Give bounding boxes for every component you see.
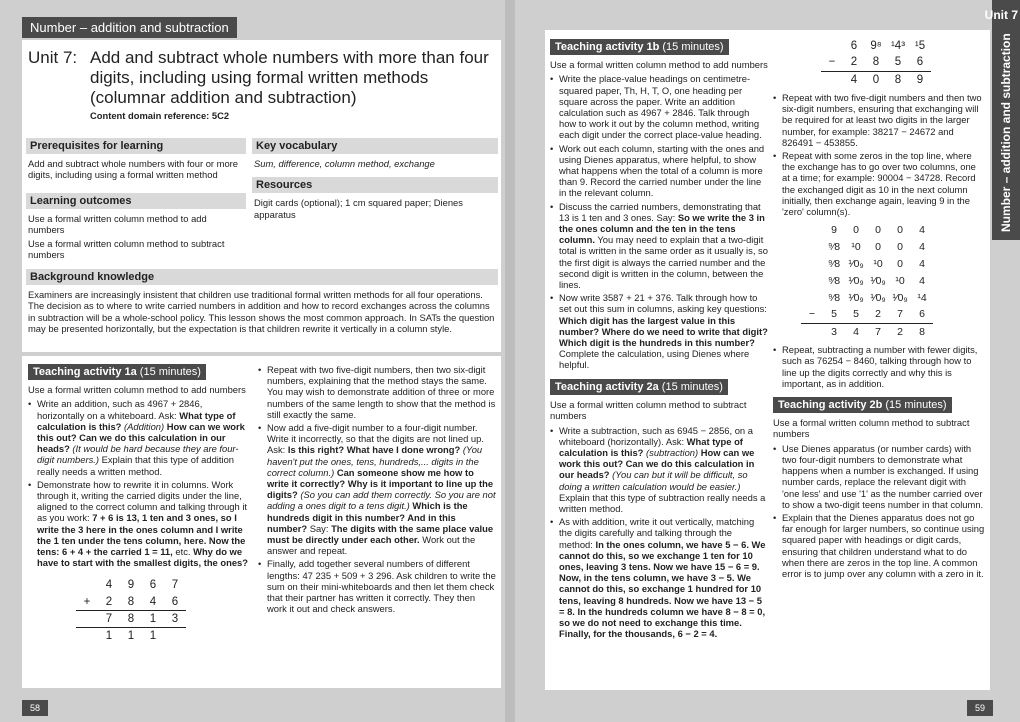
sum-digit: 2	[105, 595, 113, 608]
sum-row	[821, 54, 931, 71]
sum-digit: 0	[875, 240, 881, 253]
activity-bullet: • Write the place-value headings on centimetre-squared paper, Th, H, T, O, one heading per square across the paper. Write an addition calculation such as 4967 + 2846. Talk through how to work it out by the column method, writing each digit under the correct place-value heading.	[550, 73, 768, 140]
sum-digit: 1	[142, 627, 164, 644]
learning-outcomes-heading: Learning outcomes	[26, 193, 246, 209]
addition-column-sum	[76, 576, 186, 644]
activity-bullet: • Demonstrate how to rewrite it in columns. Work through it, writing the carried digits under the line, aligned to the correct column and talking through it as you work: 7 + 6 is 13, 1 ten and 3 ones, so I write the 3 here in the ones column and I write the 1 ten under the tens column, here. Now the tens: 6 + 4 + the carried 1 = 11, etc. Why do we have to start with the smallest digits, the ones?	[28, 479, 250, 569]
sum-row	[76, 593, 186, 610]
activity-bullet: • Now write 3587 + 21 + 376. Talk through how to set out this sum in columns, asking key questions: Which digit has the largest value in this number? Where do we need to write that digit? Which digit is the hundreds in this number? Complete the calculation, using Dienes where helpful.	[550, 292, 768, 370]
sum-digit: 4	[919, 274, 925, 287]
sum-digit: ¹5	[914, 39, 926, 52]
sum-digit: 0	[853, 223, 859, 236]
sum-digit: 6	[149, 578, 157, 591]
sum-digit: 8	[887, 71, 909, 88]
teaching-activity-1b-title: Teaching activity 1b (15 minutes)	[550, 39, 729, 55]
right-page	[515, 0, 1020, 722]
activity-bullet: • Repeat with two five-digit numbers, then two six-digit numbers, explaining that the method stays the same. You may wish to demonstrate addition of three or more numbers of the same length to show that the method is still exactly the same.	[258, 364, 496, 420]
activity-bullet: • Repeat with some zeros in the top line, where the exchange has to go over two columns, one at a time; for example: 90004 − 34728. Record the exchanged digit as 10 in the next column initially, then exchange again, leaving 9 in the 'zero' column(s).	[773, 150, 985, 217]
sum-digit: ¹⁄0₉	[870, 291, 886, 304]
sum-digit: 9⁸	[870, 39, 882, 52]
sum-digit: ⁹⁄8	[827, 240, 841, 253]
unit-tab-label: Unit 7	[984, 8, 1018, 22]
sum-digit: 9	[909, 71, 931, 88]
sum-digit: 1	[142, 610, 164, 627]
sum-row	[76, 627, 186, 644]
subtraction-column-sum	[821, 37, 931, 88]
sum-digit: ¹0	[873, 257, 883, 270]
activity-intro: Use a formal written column method to add numbers	[28, 384, 246, 395]
sum-digit: 3	[164, 610, 186, 627]
sum-row	[821, 71, 931, 88]
sum-digit: −	[828, 56, 836, 69]
sum-digit: 1	[120, 627, 142, 644]
unit-label: Unit 7:	[28, 48, 78, 67]
sum-digit: ¹0	[851, 240, 861, 253]
activity-bullet: • Finally, add together several numbers of different lengths: 47 235 + 509 + 3 296. Ask children to write the sum on their mini-whiteboards and then let them check that their partner has written it correctly. They then work it out and check answers.	[258, 558, 496, 614]
sum-digit: 6	[850, 39, 858, 52]
prerequisites-text: Add and subtract whole numbers with four or more digits, including using a formal written method	[28, 158, 238, 181]
prerequisites-heading: Prerequisites for learning	[26, 138, 246, 154]
sum-digit: 4	[845, 323, 867, 340]
sum-digit: +	[83, 595, 91, 608]
sum-row	[801, 289, 933, 306]
sum-digit: 4	[919, 223, 925, 236]
sum-digit: ⁹⁄8	[827, 291, 841, 304]
sum-row	[801, 221, 933, 238]
activity-intro: Use a formal written column method to add numbers	[550, 59, 768, 70]
sum-digit: 4	[843, 71, 865, 88]
sum-row	[801, 306, 933, 323]
sum-digit: 6	[916, 56, 924, 69]
sum-digit	[164, 627, 186, 644]
sum-digit: 8	[872, 56, 880, 69]
sum-digit	[801, 289, 823, 306]
sum-row	[801, 255, 933, 272]
sum-digit	[801, 272, 823, 289]
activity-bullet: • Discuss the carried numbers, demonstrating that 13 is 1 ten and 3 ones. Say: So we write the 3 in the ones column and the ten in the tens column. You may need to explain that a two-digit total is written in the same order as it usually is, so the first digit is always the carried number and the second digit is written in the column, between the lines.	[550, 201, 768, 291]
sum-digit: ¹4	[917, 291, 927, 304]
sum-row	[801, 323, 933, 340]
sum-digit	[76, 627, 98, 644]
sum-digit: 6	[171, 595, 179, 608]
sum-digit: 0	[897, 223, 903, 236]
activity-bullet: • Write a subtraction, such as 6945 − 2856, on a whiteboard (horizontally). Ask: What type of calculation is this? (subtraction) How can we work this out? Can we do this calculation in our heads? (You can but it will be difficult, so doing a written calculation would be easier.) Explain that this type of subtraction really needs a written method.	[550, 425, 768, 515]
subtraction-exchange-sum	[801, 221, 933, 340]
sum-digit: 6	[919, 308, 925, 321]
key-vocabulary-text: Sum, difference, column method, exchange	[254, 158, 435, 169]
sum-digit	[821, 71, 843, 88]
sum-digit: ¹⁄0₉	[892, 291, 908, 304]
background-knowledge-text: Examiners are increasingly insistent that children use traditional formal written methods for all four operations. The decision as to where to write carried numbers in addition and how to record exchanges across the columns in subtraction will be a whole-school policy. This lesson shows the most common approach. In SATs the question may be presented horizontally, but the expectation is that children rewrite it vertically in a column style.	[28, 289, 495, 335]
outcome-item: Use a formal written column method to add numbers	[28, 212, 207, 236]
resources-heading: Resources	[252, 177, 498, 193]
activity-bullet: • As with addition, write it out vertically, matching the digits carefully and talking through the method: In the ones column, we have 5 − 6. We cannot do this, so we exchange 1 ten for 10 ones, leaving 3 tens. Now we have 15 − 6 = 9. Now, in the tens column, we have 3 − 5. We cannot do this, so exchange 1 hundred for 10 tens, leaving 8 hundreds. Now we have 13 − 5 = 8. In the hundreds column we have 8 − 8 = 0, so we do not need to exchange this time. Finally, for the thousands, 6 − 2 = 4.	[550, 516, 768, 639]
sum-row	[821, 37, 931, 54]
unit-side-tab	[984, 0, 1020, 240]
sum-digit: ⁹⁄8	[827, 274, 841, 287]
sum-digit: 4	[919, 240, 925, 253]
activity-bullet: • Explain that the Dienes apparatus does not go far enough for larger numbers, so continue using squared paper with headings or digit cards, ensuring that children understand what to do when there are zeros in the top line. A common error is to jump over any column with a zero in it.	[773, 512, 985, 579]
sum-digit	[801, 323, 823, 340]
sum-digit: 2	[850, 56, 858, 69]
activity-bullet: • Now add a five-digit number to a four-digit number. Write it incorrectly, so that the digits are not lined up. Ask: Is this right? What have I done wrong? (You haven't put the ones, tens, hundreds,... digits in the correct column.) Can someone show me how to write it correctly? Why is it important to line up the digits? (So you can add them correctly. So you are not adding a ones digit to a tens digit.) Which is the hundreds digit in this number? And in this number? Say: The digits with the same place value must be directly under each other. Work out the answer and repeat.	[258, 422, 496, 556]
sum-digit: 5	[853, 308, 859, 321]
sum-digit: 7	[867, 323, 889, 340]
sum-digit: 7	[171, 578, 179, 591]
sum-digit: 5	[894, 56, 902, 69]
sum-digit: ¹⁄0₉	[848, 274, 864, 287]
sum-digit: 2	[875, 308, 881, 321]
sum-digit: ⁹⁄8	[827, 257, 841, 270]
sum-digit	[801, 238, 823, 255]
activity-bullet: • Write an addition, such as 4967 + 2846, horizontally on a whiteboard. Ask: What type of calculation is this? (Addition) How can we work this out? Can we do this calculation in our heads? (It would be hard because they are four-digit numbers.) Explain that this type of addition really needs a written method.	[28, 398, 250, 476]
sum-digit: 0	[865, 71, 887, 88]
sum-digit: 8	[120, 610, 142, 627]
page-number: 59	[967, 700, 993, 716]
activity-bullet: • Work out each column, starting with the ones and using Dienes apparatus, where helpful, to show what happens when the total of a column is more than 9. Record the carried number under the line in the relevant column.	[550, 143, 768, 199]
activity-bullet: • Use Dienes apparatus (or number cards) with two four-digit numbers to demonstrate what happens when a number is exchanged. If using number cards, replace the relevant digit with 'one less' and use '1' as the number carried over to show a two-digit teens number in that column.	[773, 443, 985, 510]
sum-digit: 7	[897, 308, 903, 321]
activity-intro: Use a formal written column method to subtract numbers	[550, 398, 747, 422]
key-vocabulary-heading: Key vocabulary	[252, 138, 498, 154]
sum-digit: ¹⁄0₉	[870, 274, 886, 287]
activities-card	[545, 30, 990, 690]
sum-digit: ¹4³	[890, 39, 906, 52]
sum-digit: 9	[127, 578, 135, 591]
sum-digit: 0	[875, 223, 881, 236]
sum-row	[76, 576, 186, 593]
sum-digit	[801, 255, 823, 272]
sum-row	[801, 238, 933, 255]
sum-digit: 9	[831, 223, 837, 236]
sum-digit: 0	[897, 240, 903, 253]
sum-row	[76, 610, 186, 627]
activity-intro: Use a formal written column method to subtract numbers	[773, 417, 970, 440]
teaching-activity-1a-card	[22, 356, 501, 688]
left-page	[0, 0, 505, 722]
resources-text: Digit cards (optional); 1 cm squared paper; Dienes apparatus	[254, 197, 463, 220]
teaching-activity-2a-title: Teaching activity 2a (15 minutes)	[550, 379, 728, 395]
sum-digit	[76, 576, 98, 593]
page-number: 58	[22, 700, 48, 716]
sum-digit: 8	[127, 595, 135, 608]
sum-digit: 2	[889, 323, 911, 340]
unit-tab-text: Number – addition and subtraction	[999, 33, 1013, 232]
sum-digit: 1	[98, 627, 120, 644]
sum-digit	[76, 610, 98, 627]
section-header: Number – addition and subtraction	[22, 17, 237, 38]
teaching-activity-1a-title: Teaching activity 1a (15 minutes)	[28, 364, 206, 380]
unit-title: Add and subtract whole numbers with more than four digits, including using formal written methods (columnar addition and subtraction)	[90, 48, 489, 107]
sum-digit: 4	[919, 257, 925, 270]
sum-digit: 7	[98, 610, 120, 627]
domain-reference: Content domain reference: 5C2	[90, 110, 230, 121]
sum-digit: ¹0	[895, 274, 905, 287]
outcome-item: Use a formal written column method to subtract numbers	[28, 237, 225, 261]
sum-digit: 3	[823, 323, 845, 340]
sum-digit	[801, 221, 823, 238]
sum-digit: 5	[831, 308, 837, 321]
activity-bullet: • Repeat, subtracting a number with fewer digits, such as 76254 − 8460, talking through how to line up the digits correctly and why this is important, as in addition.	[773, 344, 985, 389]
activity-bullet: • Repeat with two five-digit numbers and then two six-digit numbers, ensuring that exchanging will be required for at least two digits in the larger number, for example: 38217 − 24672 and 826491 − 453855.	[773, 92, 985, 148]
sum-digit: −	[808, 308, 816, 321]
sum-digit: ¹⁄0₉	[848, 291, 864, 304]
sum-digit: 0	[897, 257, 903, 270]
background-knowledge-heading: Background knowledge	[26, 269, 498, 285]
sum-digit	[821, 37, 843, 54]
sum-row	[801, 272, 933, 289]
sum-digit: 4	[149, 595, 157, 608]
teaching-activity-2b-title: Teaching activity 2b (15 minutes)	[773, 397, 952, 413]
unit-intro-card	[22, 40, 501, 352]
sum-digit: ¹⁄0₉	[848, 257, 864, 270]
sum-digit: 4	[105, 578, 113, 591]
sum-digit: 8	[911, 323, 933, 340]
